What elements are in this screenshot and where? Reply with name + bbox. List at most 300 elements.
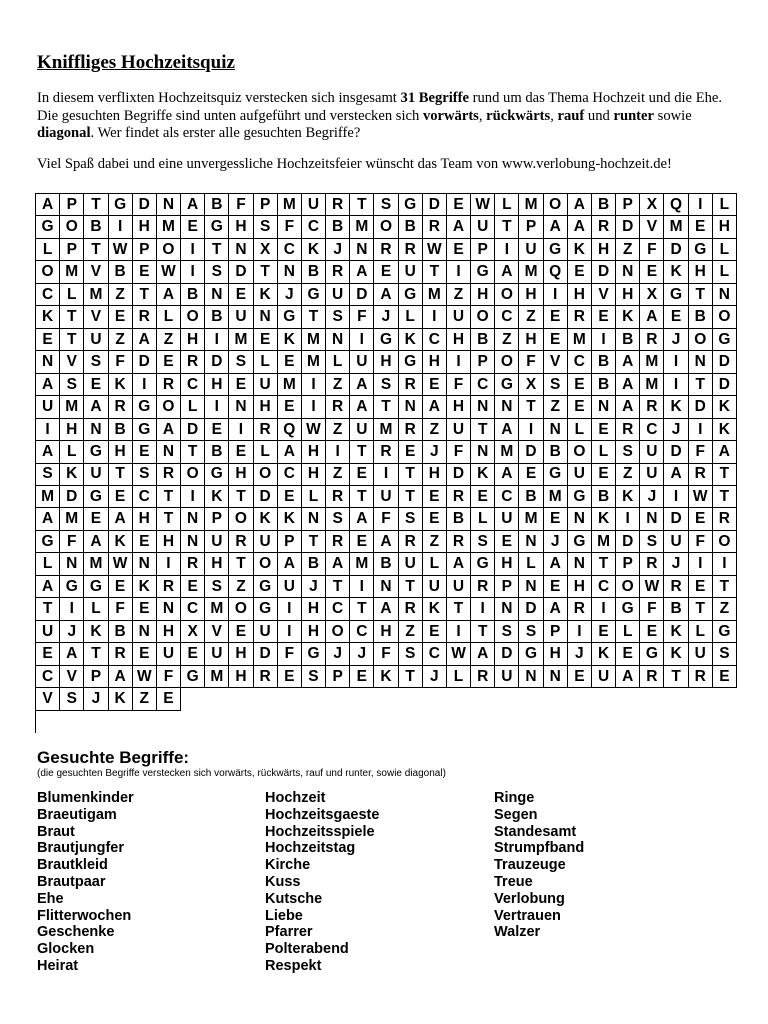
- grid-cell: R: [399, 598, 423, 620]
- grid-cell: U: [350, 351, 374, 373]
- grid-cell: E: [278, 351, 302, 373]
- grid-cell: U: [254, 374, 278, 396]
- grid-cell: A: [36, 576, 60, 598]
- direction-up: rauf: [557, 107, 585, 124]
- grid-cell: G: [568, 531, 592, 553]
- grid-cell: C: [278, 239, 302, 261]
- grid-cell: H: [471, 284, 495, 306]
- grid-cell: T: [399, 464, 423, 486]
- grid-cell: O: [326, 621, 350, 643]
- grid-cell: T: [664, 666, 688, 688]
- grid-cell: G: [302, 643, 326, 665]
- grid-cell: R: [399, 239, 423, 261]
- grid-cell: T: [60, 306, 84, 328]
- grid-cell: G: [205, 464, 229, 486]
- grid-cell: R: [689, 464, 713, 486]
- grid-cell: D: [495, 643, 519, 665]
- grid-cell: U: [447, 306, 471, 328]
- word-list-column-1: [37, 790, 134, 975]
- grid-cell: K: [302, 239, 326, 261]
- grid-cell: H: [519, 329, 543, 351]
- grid-cell: T: [447, 598, 471, 620]
- word-list-item: Verlobung: [494, 890, 565, 907]
- grid-cell: A: [278, 441, 302, 463]
- grid-cell: R: [374, 441, 398, 463]
- word-list-item: Flitterwochen: [37, 907, 132, 924]
- grid-cell: K: [616, 306, 640, 328]
- grid-cell: A: [36, 508, 60, 530]
- grid-cell: W: [133, 666, 157, 688]
- grid-cell: A: [350, 261, 374, 283]
- grid-cell: G: [471, 553, 495, 575]
- grid-cell: H: [616, 284, 640, 306]
- grid-cell: M: [302, 329, 326, 351]
- grid-cell: R: [423, 216, 447, 238]
- grid-cell: E: [616, 643, 640, 665]
- grid-cell: I: [616, 508, 640, 530]
- direction-diagonal: diagonal: [37, 125, 91, 141]
- grid-cell: E: [109, 306, 133, 328]
- grid-cell: R: [447, 486, 471, 508]
- grid-cell: E: [278, 396, 302, 418]
- grid-cell: I: [133, 374, 157, 396]
- grid-cell: A: [374, 284, 398, 306]
- grid-cell: D: [205, 351, 229, 373]
- word-list-item: Vertrauen: [494, 907, 561, 924]
- grid-cell: B: [205, 306, 229, 328]
- grid-cell: U: [447, 419, 471, 441]
- grid-cell: N: [254, 306, 278, 328]
- grid-cell: A: [374, 598, 398, 620]
- grid-cell: R: [664, 576, 688, 598]
- grid-cell: J: [326, 239, 350, 261]
- grid-cell: G: [519, 643, 543, 665]
- grid-cell: O: [254, 464, 278, 486]
- grid-cell: L: [592, 441, 616, 463]
- grid-cell: A: [374, 531, 398, 553]
- grid-cell: K: [713, 419, 737, 441]
- grid-cell: G: [133, 396, 157, 418]
- grid-cell: J: [60, 621, 84, 643]
- grid-cell: E: [350, 666, 374, 688]
- grid-cell: D: [447, 464, 471, 486]
- grid-cell: T: [399, 486, 423, 508]
- grid-cell: E: [423, 486, 447, 508]
- grid-cell: N: [84, 419, 108, 441]
- grid-cell: Z: [616, 464, 640, 486]
- grid-cell: W: [109, 239, 133, 261]
- grid-cell: Z: [399, 621, 423, 643]
- grid-cell: E: [36, 643, 60, 665]
- grid-cell: B: [302, 261, 326, 283]
- grid-cell: O: [229, 598, 253, 620]
- grid-cell: H: [689, 261, 713, 283]
- grid-cell: O: [544, 194, 568, 216]
- grid-cell: F: [374, 508, 398, 530]
- grid-cell: D: [423, 194, 447, 216]
- grid-cell: U: [36, 396, 60, 418]
- grid-cell: K: [664, 643, 688, 665]
- grid-cell: C: [423, 329, 447, 351]
- grid-cell: M: [423, 284, 447, 306]
- grid-cell: R: [640, 553, 664, 575]
- grid-cell: A: [544, 598, 568, 620]
- grid-cell: V: [592, 284, 616, 306]
- grid-cell: W: [109, 553, 133, 575]
- grid-cell: R: [592, 216, 616, 238]
- grid-cell: U: [640, 441, 664, 463]
- grid-cell: T: [713, 576, 737, 598]
- word-list-item: Kirche: [265, 857, 311, 874]
- grid-cell: J: [350, 643, 374, 665]
- grid-cell: A: [350, 374, 374, 396]
- grid-cell: J: [278, 284, 302, 306]
- grid-cell: E: [350, 464, 374, 486]
- grid-cell: Z: [544, 396, 568, 418]
- grid-cell: H: [495, 553, 519, 575]
- grid-cell: F: [374, 643, 398, 665]
- grid-cell: P: [495, 576, 519, 598]
- grid-cell: N: [133, 553, 157, 575]
- grid-cell: W: [471, 194, 495, 216]
- grid-cell: K: [60, 464, 84, 486]
- grid-cell: N: [205, 284, 229, 306]
- grid-cell: R: [399, 374, 423, 396]
- grid-cell: G: [689, 239, 713, 261]
- grid-cell: I: [592, 329, 616, 351]
- grid-cell: T: [181, 441, 205, 463]
- grid-cell: B: [84, 216, 108, 238]
- grid-cell: L: [399, 306, 423, 328]
- grid-cell: E: [495, 531, 519, 553]
- grid-cell: R: [399, 419, 423, 441]
- grid-cell: N: [302, 508, 326, 530]
- grid-cell: O: [374, 216, 398, 238]
- grid-cell: E: [689, 576, 713, 598]
- grid-cell: R: [109, 643, 133, 665]
- grid-cell: C: [302, 216, 326, 238]
- grid-cell: N: [133, 621, 157, 643]
- grid-cell: I: [664, 486, 688, 508]
- grid-cell: S: [60, 688, 84, 710]
- grid-cell: Q: [278, 419, 302, 441]
- page-title: Kniffliges Hochzeitsquiz: [37, 52, 235, 73]
- grid-cell: M: [84, 284, 108, 306]
- grid-cell: G: [84, 441, 108, 463]
- grid-cell: R: [374, 239, 398, 261]
- grid-cell: T: [326, 576, 350, 598]
- word-list-item: Treue: [494, 873, 533, 890]
- grid-cell: M: [350, 216, 374, 238]
- grid-cell: N: [157, 441, 181, 463]
- grid-cell: H: [109, 441, 133, 463]
- word-list-column-2: [265, 790, 379, 975]
- grid-cell: X: [254, 239, 278, 261]
- grid-cell: C: [326, 598, 350, 620]
- grid-cell: N: [350, 239, 374, 261]
- grid-cell: I: [689, 553, 713, 575]
- grid-cell: O: [495, 351, 519, 373]
- grid-cell: N: [519, 531, 543, 553]
- grid-cell: S: [229, 351, 253, 373]
- grid-cell: U: [568, 464, 592, 486]
- grid-cell: G: [60, 576, 84, 598]
- grid-cell: R: [109, 396, 133, 418]
- word-list-item: Ehe: [37, 890, 64, 907]
- grid-cell: H: [157, 621, 181, 643]
- grid-cell: I: [664, 351, 688, 373]
- word-list-item: Polterabend: [265, 941, 349, 958]
- grid-cell: T: [109, 464, 133, 486]
- grid-cell: E: [36, 329, 60, 351]
- grid-cell: M: [350, 553, 374, 575]
- grid-cell: B: [664, 598, 688, 620]
- grid-cell: F: [278, 216, 302, 238]
- grid-cell: O: [36, 261, 60, 283]
- grid-cell: T: [229, 486, 253, 508]
- grid-cell: U: [447, 576, 471, 598]
- grid-cell: R: [254, 419, 278, 441]
- grid-cell: R: [133, 306, 157, 328]
- grid-cell: R: [640, 396, 664, 418]
- grid-cell: R: [640, 329, 664, 351]
- grid-cell: G: [36, 216, 60, 238]
- word-list-item: Brautjungfer: [37, 840, 124, 857]
- grid-cell: K: [84, 621, 108, 643]
- grid-cell: L: [689, 621, 713, 643]
- intro-sep-2: ,: [550, 107, 558, 124]
- grid-cell: T: [713, 486, 737, 508]
- grid-cell: B: [374, 553, 398, 575]
- grid-cell: H: [205, 553, 229, 575]
- grid-cell: B: [205, 441, 229, 463]
- grid-cell: O: [157, 396, 181, 418]
- grid-cell: R: [616, 419, 640, 441]
- grid-cell: T: [423, 261, 447, 283]
- grid-cell: H: [374, 351, 398, 373]
- intro-sep-4: sowie: [654, 107, 692, 124]
- grid-cell: F: [447, 441, 471, 463]
- grid-cell: T: [399, 576, 423, 598]
- word-list-item: Hochzeitstag: [265, 840, 356, 857]
- grid-cell: K: [109, 531, 133, 553]
- grid-cell: P: [60, 239, 84, 261]
- grid-cell: O: [713, 531, 737, 553]
- grid-cell: F: [519, 351, 543, 373]
- grid-cell: L: [60, 284, 84, 306]
- grid-cell: W: [302, 419, 326, 441]
- grid-cell: G: [713, 621, 737, 643]
- grid-cell: M: [640, 374, 664, 396]
- grid-cell: D: [181, 419, 205, 441]
- grid-cell: P: [133, 239, 157, 261]
- grid-cell: E: [205, 419, 229, 441]
- grid-cell: H: [374, 621, 398, 643]
- grid-cell: I: [374, 464, 398, 486]
- grid-cell: E: [544, 508, 568, 530]
- grid-cell: F: [447, 374, 471, 396]
- grid-cell: I: [568, 621, 592, 643]
- grid-cell: S: [133, 464, 157, 486]
- grid-cell: D: [519, 598, 543, 620]
- grid-cell: E: [640, 261, 664, 283]
- grid-cell: H: [181, 329, 205, 351]
- grid-cell: V: [205, 621, 229, 643]
- grid-cell: K: [664, 261, 688, 283]
- grid-cell: J: [374, 306, 398, 328]
- grid-cell: H: [302, 464, 326, 486]
- grid-cell: U: [640, 464, 664, 486]
- grid-cell: N: [640, 508, 664, 530]
- grid-cell: O: [689, 329, 713, 351]
- grid-cell: A: [181, 194, 205, 216]
- grid-cell: N: [568, 508, 592, 530]
- grid-cell: A: [109, 508, 133, 530]
- word-list-item: Standesamt: [494, 823, 577, 840]
- word-list-item: Hochzeitsgaeste: [265, 806, 380, 823]
- grid-cell: T: [350, 598, 374, 620]
- grid-cell: U: [399, 553, 423, 575]
- grid-cell: T: [519, 396, 543, 418]
- grid-cell: S: [326, 306, 350, 328]
- grid-cell: B: [205, 194, 229, 216]
- grid-cell: R: [157, 576, 181, 598]
- grid-cell: S: [205, 261, 229, 283]
- grid-cell: E: [157, 688, 181, 710]
- word-list-item: Braeutigam: [37, 806, 117, 823]
- grid-cell: T: [374, 396, 398, 418]
- word-list-item: Glocken: [37, 941, 95, 958]
- grid-cell: Z: [109, 329, 133, 351]
- grid-cell: F: [109, 598, 133, 620]
- grid-cell: R: [157, 464, 181, 486]
- grid-cell: E: [109, 576, 133, 598]
- grid-cell: H: [568, 576, 592, 598]
- grid-cell: U: [84, 329, 108, 351]
- grid-cell: I: [157, 553, 181, 575]
- grid-cell: E: [423, 621, 447, 643]
- grid-cell: N: [229, 396, 253, 418]
- grid-cell: N: [544, 666, 568, 688]
- grid-cell: A: [471, 643, 495, 665]
- grid-cell: Z: [326, 464, 350, 486]
- grid-cell: A: [109, 666, 133, 688]
- grid-cell: J: [302, 576, 326, 598]
- word-list-item: Liebe: [265, 907, 303, 924]
- grid-cell: H: [302, 621, 326, 643]
- grid-cell: D: [133, 194, 157, 216]
- grid-cell: E: [157, 351, 181, 373]
- grid-cell: Z: [229, 576, 253, 598]
- grid-cell: L: [423, 553, 447, 575]
- grid-cell: B: [181, 284, 205, 306]
- grid-cell: M: [36, 486, 60, 508]
- word-list-item: Braut: [37, 823, 75, 840]
- grid-cell: G: [374, 329, 398, 351]
- grid-cell: M: [664, 216, 688, 238]
- grid-cell: O: [229, 508, 253, 530]
- grid-cell: C: [471, 374, 495, 396]
- grid-cell: K: [568, 239, 592, 261]
- grid-cell: K: [133, 576, 157, 598]
- grid-cell: D: [664, 508, 688, 530]
- grid-cell: C: [640, 419, 664, 441]
- grid-cell: H: [519, 284, 543, 306]
- grid-cell: N: [495, 598, 519, 620]
- grid-cell: V: [84, 306, 108, 328]
- grid-cell: N: [592, 396, 616, 418]
- grid-cell: T: [471, 419, 495, 441]
- grid-cell: D: [713, 351, 737, 373]
- grid-cell: M: [640, 351, 664, 373]
- grid-cell: T: [350, 194, 374, 216]
- grid-cell: H: [229, 464, 253, 486]
- grid-cell: J: [664, 419, 688, 441]
- grid-cell: V: [640, 216, 664, 238]
- grid-cell: U: [229, 306, 253, 328]
- word-list-item: Segen: [494, 806, 538, 823]
- word-list-item: Kuss: [265, 873, 301, 890]
- grid-cell: B: [302, 553, 326, 575]
- grid-cell: K: [664, 621, 688, 643]
- grid-cell: T: [254, 261, 278, 283]
- grid-cell: L: [302, 486, 326, 508]
- grid-cell: E: [544, 329, 568, 351]
- grid-cell: S: [713, 643, 737, 665]
- grid-cell: N: [713, 284, 737, 306]
- intro-text-2: rund um das Thema Hochzeit und die Ehe. Die gesuchten Begriffe sind unten aufgeführt und verstecken sich: [37, 90, 723, 124]
- grid-cell: V: [84, 261, 108, 283]
- grid-cell: D: [664, 239, 688, 261]
- grid-cell: L: [60, 441, 84, 463]
- grid-cell: E: [471, 486, 495, 508]
- grid-cell: N: [157, 194, 181, 216]
- grid-cell: H: [447, 329, 471, 351]
- word-list-item: Walzer: [494, 924, 541, 941]
- grid-cell: E: [133, 531, 157, 553]
- grid-cell: O: [616, 576, 640, 598]
- grid-cell: F: [350, 306, 374, 328]
- grid-cell: G: [544, 239, 568, 261]
- grid-cell: T: [157, 508, 181, 530]
- grid-cell: C: [568, 351, 592, 373]
- grid-cell: N: [181, 531, 205, 553]
- grid-cell: O: [713, 306, 737, 328]
- grid-cell: H: [60, 419, 84, 441]
- grid-cell: N: [157, 598, 181, 620]
- grid-cell: Q: [664, 194, 688, 216]
- grid-cell: L: [471, 508, 495, 530]
- word-list-item: Brautkleid: [37, 857, 108, 874]
- grid-cell: H: [592, 239, 616, 261]
- grid-cell: U: [689, 643, 713, 665]
- word-search-grid: [35, 193, 737, 733]
- grid-cell: N: [36, 351, 60, 373]
- grid-cell: E: [423, 508, 447, 530]
- grid-cell: G: [278, 306, 302, 328]
- words-heading: Gesuchte Begriffe:: [37, 748, 190, 767]
- grid-cell: A: [568, 194, 592, 216]
- grid-cell: O: [60, 216, 84, 238]
- grid-cell: S: [495, 621, 519, 643]
- grid-cell: G: [399, 194, 423, 216]
- word-list-item: Strumpfband: [494, 840, 585, 857]
- grid-cell: U: [519, 239, 543, 261]
- grid-cell: E: [592, 419, 616, 441]
- grid-cell: U: [254, 621, 278, 643]
- grid-cell: L: [495, 194, 519, 216]
- grid-cell: S: [36, 464, 60, 486]
